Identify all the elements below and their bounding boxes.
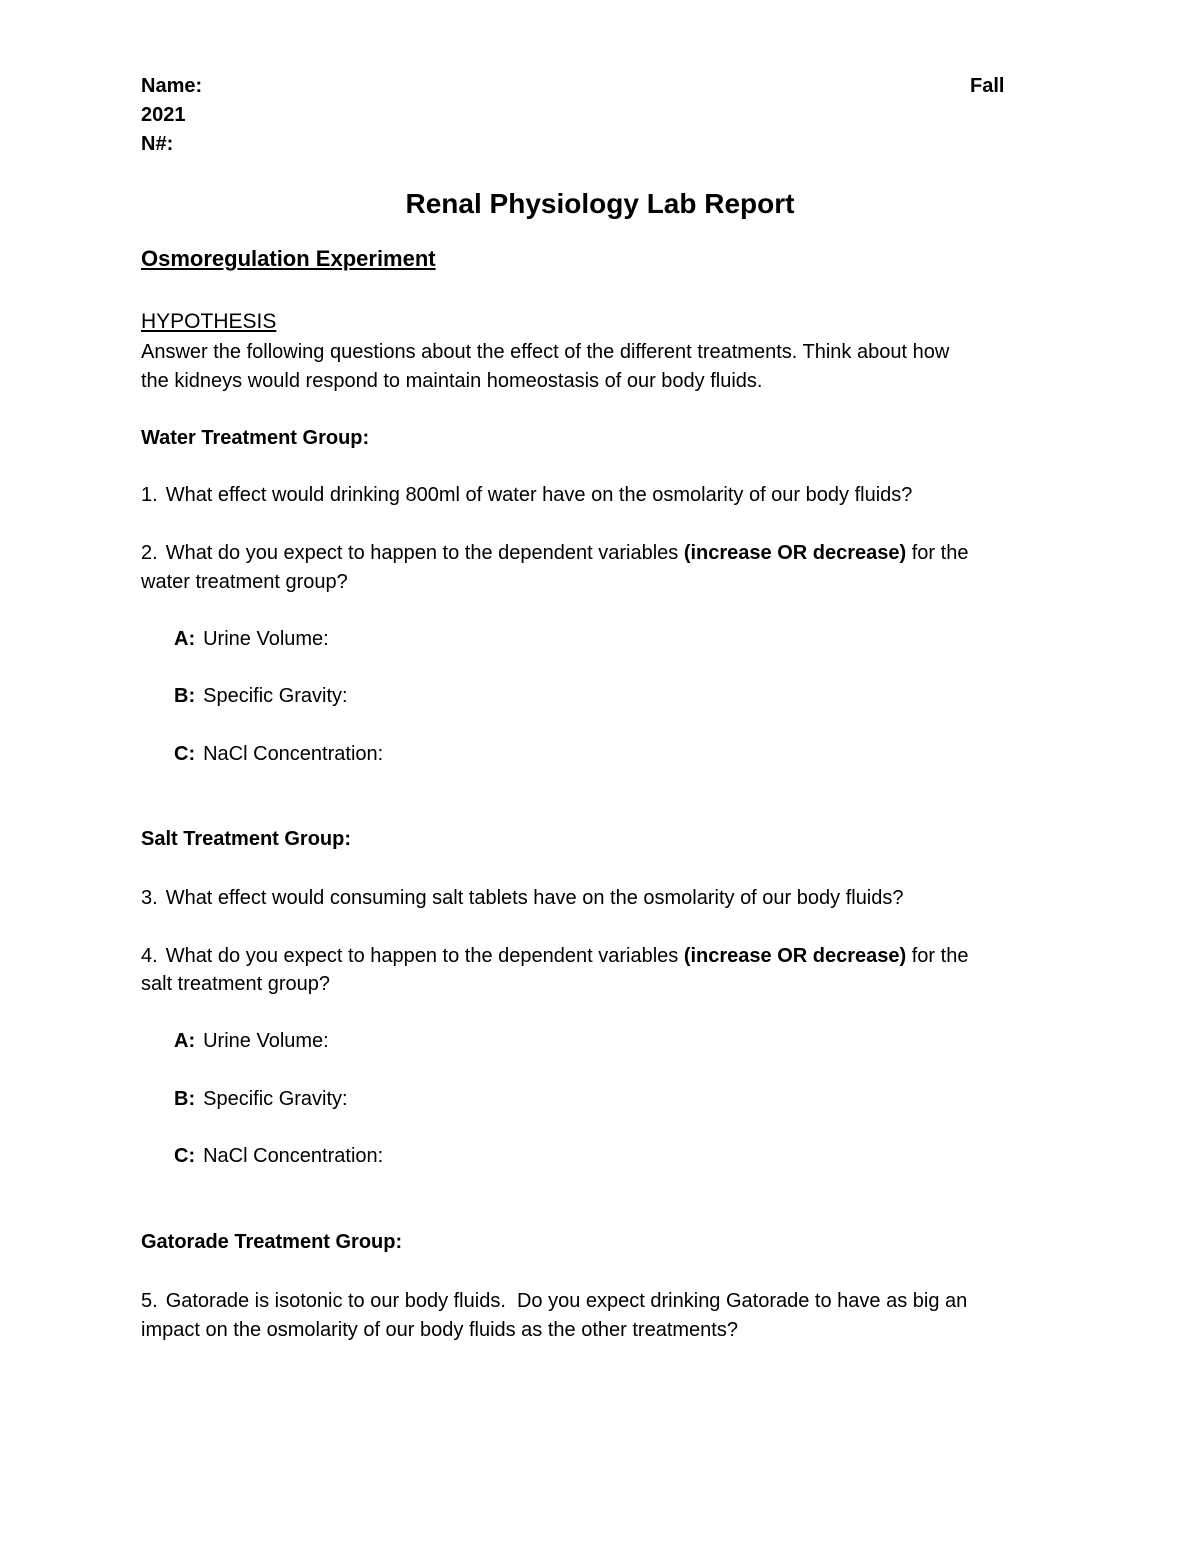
section-heading: Osmoregulation Experiment: [141, 246, 436, 271]
item-letter: A:: [174, 1030, 196, 1052]
n-number-label: N#:: [141, 133, 174, 155]
emphasis-text: (increase OR decrease): [683, 542, 907, 564]
salt-item-specific-gravity: [174, 1085, 348, 1113]
question-text: Gatorade is isotonic to our body fluids. Do you expect drinking Gatorade to have as big an: [165, 1290, 968, 1312]
question-1: [141, 481, 912, 509]
term-label: Fall: [970, 75, 1005, 97]
name-label: Name:: [141, 75, 203, 97]
hypothesis-intro-line2: the kidneys would respond to maintain homeostasis of our body fluids.: [141, 370, 763, 392]
gatorade-group-heading: Gatorade Treatment Group:: [141, 1231, 403, 1253]
item-letter: B:: [174, 1088, 196, 1110]
water-item-nacl-concentration: [174, 740, 383, 768]
year-label: 2021: [141, 104, 186, 126]
page-title: Renal Physiology Lab Report: [405, 188, 795, 219]
question-text-end: for the: [911, 542, 969, 564]
item-letter: C:: [174, 1145, 196, 1167]
question-5-line2: impact on the osmolarity of our body fluids as the other treatments?: [141, 1319, 738, 1341]
water-item-specific-gravity: [174, 682, 348, 710]
question-number: 4.: [141, 945, 158, 967]
salt-item-urine-volume: [174, 1027, 329, 1055]
question-4-line2: salt treatment group?: [141, 973, 330, 995]
question-4: [141, 942, 968, 970]
item-label: Specific Gravity:: [203, 685, 348, 707]
salt-group-heading: Salt Treatment Group:: [141, 828, 352, 850]
item-label: NaCl Concentration:: [203, 1145, 384, 1167]
item-letter: C:: [174, 743, 196, 765]
question-5: [141, 1287, 967, 1315]
item-letter: B:: [174, 685, 196, 707]
item-label: NaCl Concentration:: [203, 743, 384, 765]
question-number: 1.: [141, 484, 158, 506]
hypothesis-intro-line1: Answer the following questions about the effect of the different treatments. Think about how: [141, 341, 950, 363]
item-label: Specific Gravity:: [203, 1088, 348, 1110]
question-text: What do you expect to happen to the dependent variables: [165, 945, 679, 967]
question-text: What do you expect to happen to the dependent variables: [165, 542, 679, 564]
emphasis-text: (increase OR decrease): [683, 945, 907, 967]
question-number: 3.: [141, 887, 158, 909]
water-group-heading: Water Treatment Group:: [141, 427, 370, 449]
question-2: [141, 539, 968, 567]
item-letter: A:: [174, 628, 196, 650]
question-number: 5.: [141, 1290, 158, 1312]
question-text: What effect would consuming salt tablets have on the osmolarity of our body fluids?: [165, 887, 904, 909]
salt-item-nacl-concentration: [174, 1142, 383, 1170]
question-text: What effect would drinking 800ml of water have on the osmolarity of our body fluids?: [165, 484, 913, 506]
question-text-end: for the: [911, 945, 969, 967]
question-2-line2: water treatment group?: [141, 571, 348, 593]
question-3: [141, 884, 904, 912]
water-item-urine-volume: [174, 625, 329, 653]
item-label: Urine Volume:: [203, 1030, 329, 1052]
hypothesis-heading: HYPOTHESIS: [141, 310, 277, 333]
question-number: 2.: [141, 542, 158, 564]
item-label: Urine Volume:: [203, 628, 329, 650]
